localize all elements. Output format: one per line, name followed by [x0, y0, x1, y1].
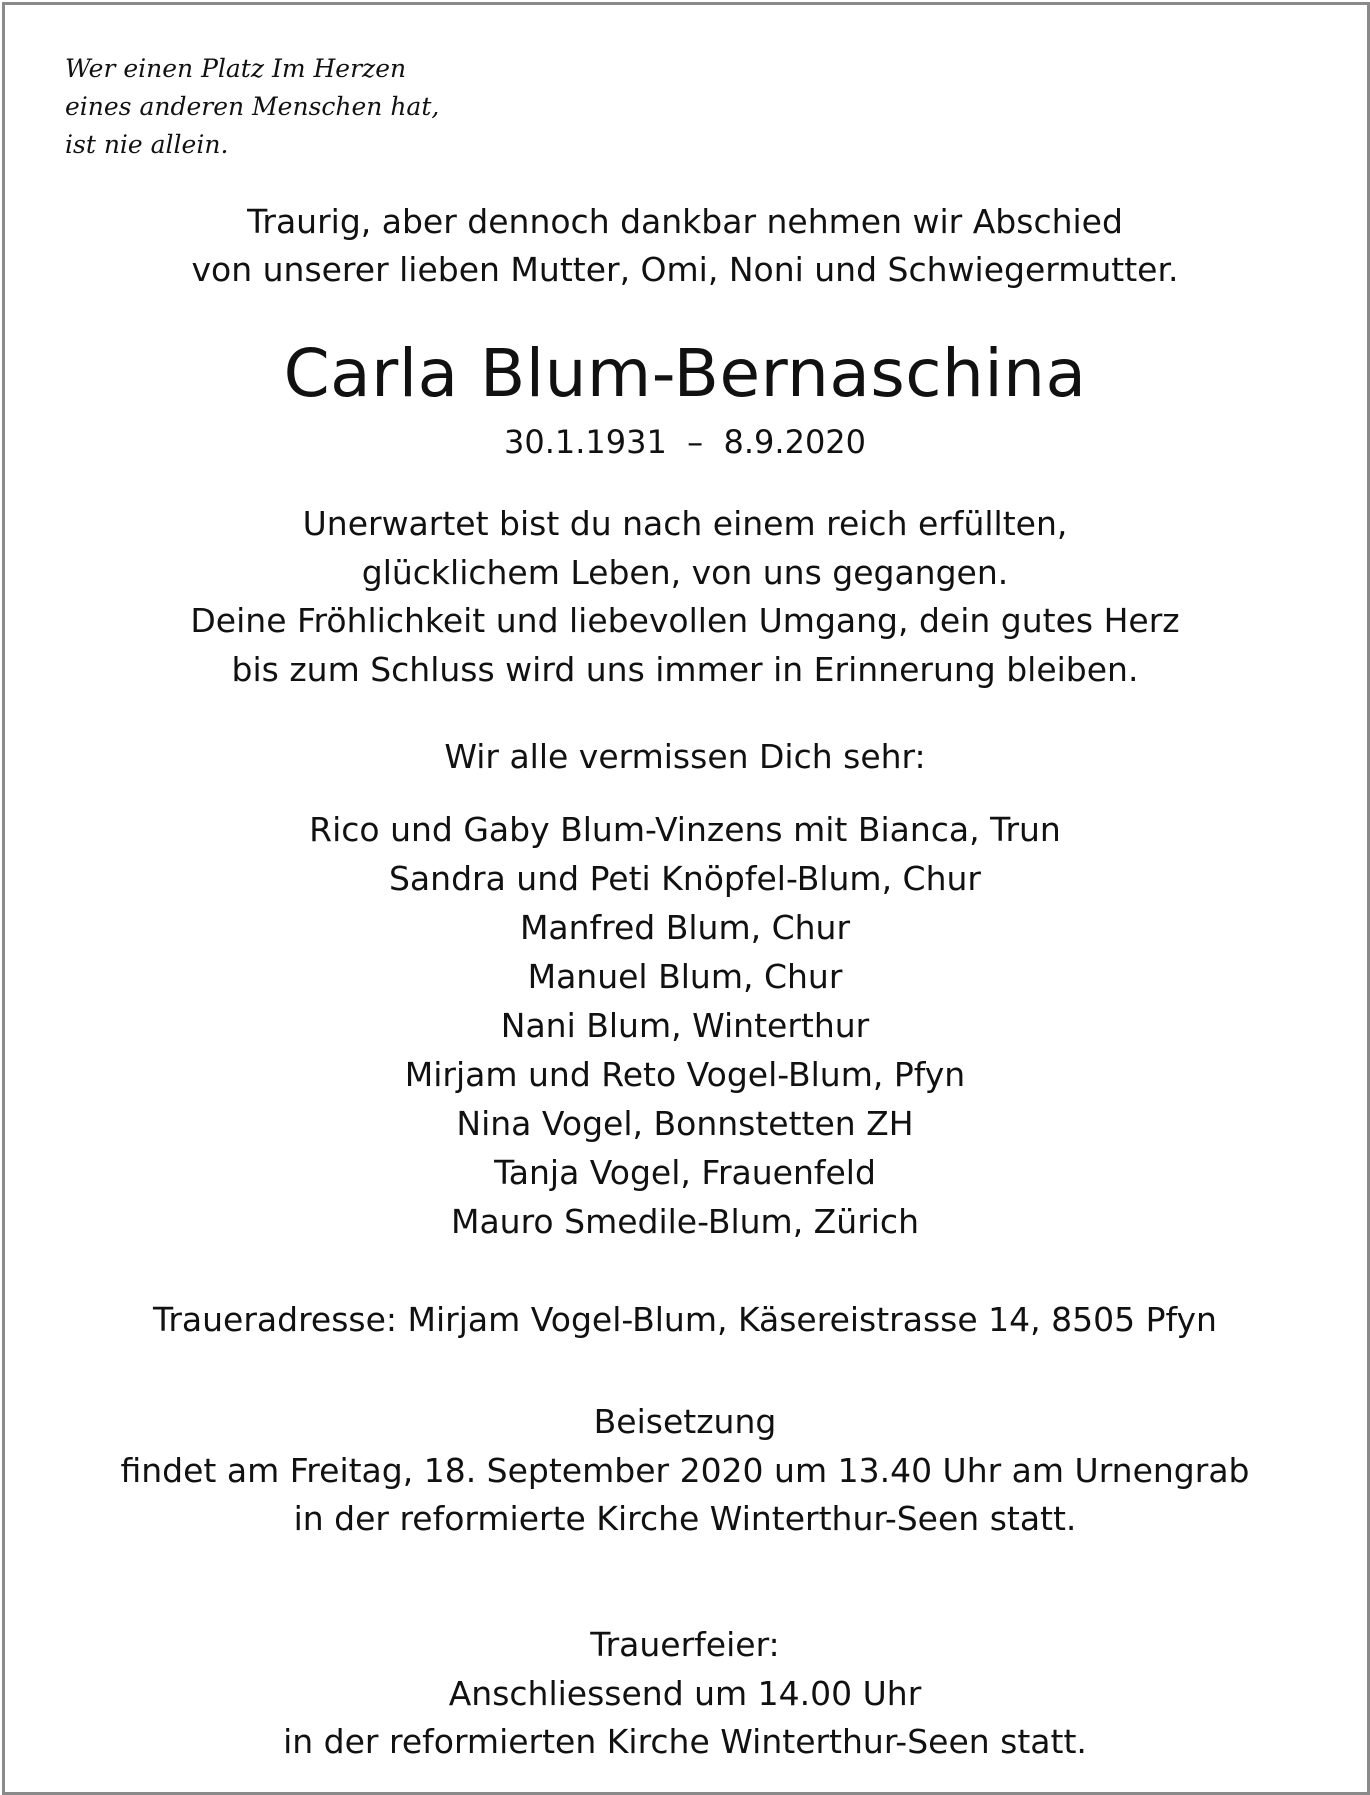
life-dates: [0, 418, 1370, 466]
family-member: Mirjam und Reto Vogel-Blum, Pfyn: [404, 1055, 966, 1094]
burial-heading: Beisetzung: [593, 1402, 777, 1441]
memorial-line: Unerwartet bist du nach einem reich erfüllten,: [302, 504, 1068, 543]
memorial-service-info: [0, 1621, 1370, 1767]
memorial-line: glücklichem Leben, von uns gegangen.: [361, 552, 1009, 592]
memorial-text: [0, 500, 1370, 694]
missed-heading: Wir alle vermissen Dich sehr:: [444, 737, 926, 776]
motto-line: ist nie allein.: [65, 130, 229, 159]
memorial-line: Deine Fröhlichkeit und liebevollen Umgang, dein gutes Herz: [190, 601, 1180, 640]
family-member: Mauro Smedile-Blum, Zürich: [450, 1202, 919, 1241]
intro-line: Traurig, aber dennoch dankbar nehmen wir Abschied: [247, 202, 1123, 241]
motto-line: eines anderen Menschen hat,: [65, 92, 440, 121]
motto-line: Wer einen Platz Im Herzen: [65, 54, 407, 83]
burial-line: in der reformierte Kirche Winterthur-Seen statt.: [293, 1499, 1077, 1538]
burial-info: [0, 1398, 1370, 1544]
family-member: Nina Vogel, Bonnstetten ZH: [456, 1104, 914, 1143]
family-member: Sandra und Peti Knöpfel-Blum, Chur: [388, 859, 981, 898]
intro-line: von unserer lieben Mutter, Omi, Noni und Schwiegermutter.: [191, 250, 1179, 289]
memorial-line: bis zum Schluss wird uns immer in Erinnerung bleiben.: [231, 649, 1139, 689]
deceased-name: Carla Blum-Bernaschina: [283, 335, 1087, 412]
memorial-service-heading: Trauerfeier:: [590, 1625, 780, 1664]
family-list: [0, 805, 1370, 1246]
memorial-service-line: Anschliessend um 14.00 Uhr: [448, 1673, 922, 1713]
memorial-service-line: in der reformierten Kirche Winterthur-Seen statt.: [283, 1722, 1087, 1761]
family-member: Manuel Blum, Chur: [527, 957, 843, 996]
family-member: Nani Blum, Winterthur: [500, 1006, 870, 1045]
burial-line: findet am Freitag, 18. September 2020 um 13.40 Uhr am Urnengrab: [120, 1450, 1250, 1490]
intro-text: [0, 198, 1370, 294]
mourning-address: Traueradresse: Mirjam Vogel-Blum, Käsereistrasse 14, 8505 Pfyn: [153, 1300, 1217, 1339]
family-member: Manfred Blum, Chur: [519, 908, 851, 947]
motto-quote: [65, 50, 565, 164]
life-dates-text: 30.1.1931 – 8.9.2020: [503, 423, 867, 461]
family-member: Rico und Gaby Blum-Vinzens mit Bianca, Trun: [309, 810, 1061, 849]
family-member: Tanja Vogel, Frauenfeld: [494, 1153, 876, 1192]
